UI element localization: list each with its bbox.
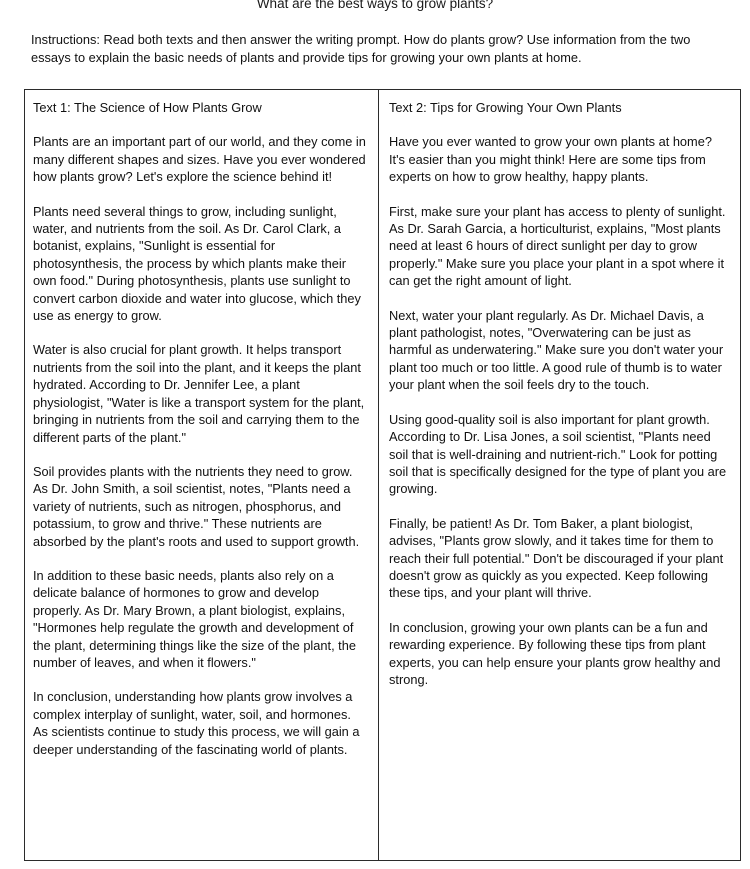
texts-table — [24, 89, 741, 861]
text-2-paragraph: Using good-quality soil is also important for plant growth. According to Dr. Lisa Jones, a soil scientist, "Plants need soil that is well-draining and nutrient-rich." Look for potting soil that is specifically designed for the type of plant you are growing. — [389, 411, 727, 497]
text-1-paragraph: Water is also crucial for plant growth. It helps transport nutrients from the soil into the plant, and it keeps the plant hydrated. According to Dr. Jennifer Lee, a plant physiologist, "Water is like a transport system for the plant, bringing in nutrients from the soil and carrying them to the different parts of the plant." — [33, 342, 365, 445]
text-2-heading: Text 2: Tips for Growing Your Own Plants — [389, 100, 622, 115]
text-2-paragraph: First, make sure your plant has access to plenty of sunlight. As Dr. Sarah Garcia, a horticulturist, explains, "Most plants need at least 6 hours of direct sunlight per day to grow properly." Make sure you place your plant in a spot where it can get the right amount of light. — [389, 203, 726, 289]
page-title: What are the best ways to grow plants? — [256, 0, 494, 11]
text-2-paragraph: Have you ever wanted to grow your own plants at home? It's easier than you might think! Here are some tips from experts on how to grow healthy, happy plants. — [389, 134, 712, 185]
instructions-paragraph: Instructions: Read both texts and then answer the writing prompt. How do plants grow? Use information from the two essays to explain the basic needs of plants and provide tips for growing your own plants at home. — [31, 32, 691, 65]
text-2-paragraph: In conclusion, growing your own plants can be a fun and rewarding experience. By following these tips from plant experts, you can help ensure your plants grow healthy and strong. — [389, 619, 721, 687]
text-1-paragraph: Plants need several things to grow, including sunlight, water, and nutrients from the soil. As Dr. Carol Clark, a botanist, explains, "Sunlight is essential for photosynthesis, the process by which plants make their own food." During photosynthesis, plants use sunlight to convert carbon dioxide and water into glucose, which they use as energy to grow. — [33, 203, 361, 324]
text-1-paragraph: In addition to these basic needs, plants also rely on a delicate balance of hormones to grow and develop properly. As Dr. Mary Brown, a plant biologist, explains, "Hormones help regulate the growth and development of the plant, determining things like the size of the plant, the number of leaves, and when it flowers." — [33, 567, 356, 670]
text-column-1 — [25, 90, 379, 860]
text-2-paragraph: Finally, be patient! As Dr. Tom Baker, a plant biologist, advises, "Plants grow slowly, and it takes time for them to reach their full potential." Don't be discouraged if your plant doesn't grow as quickly as you expected. Keep following these tips, and your plant will thrive. — [389, 515, 724, 601]
text-1-paragraph: In conclusion, understanding how plants grow involves a complex interplay of sunlight, water, soil, and hormones. As scientists continue to study this process, we will gain a deeper understanding of the fascinating world of plants. — [33, 689, 360, 757]
text-1-paragraph: Plants are an important part of our world, and they come in many different shapes and sizes. Have you ever wondered how plants grow? Let's explore the science behind it! — [33, 134, 366, 185]
page-title-container — [0, 0, 750, 12]
text-1-heading: Text 1: The Science of How Plants Grow — [33, 100, 262, 115]
text-2-paragraph: Next, water your plant regularly. As Dr. Michael Davis, a plant pathologist, notes, "Overwatering can be just as harmful as underwatering." Make sure you don't water your plant too much or too little. A good rule of thumb is to water your plant when the soil feels dry to the touch. — [389, 307, 724, 393]
text-column-2 — [379, 90, 740, 860]
text-1-paragraph: Soil provides plants with the nutrients they need to grow. As Dr. John Smith, a soil scientist, notes, "Plants need a variety of nutrients, such as nitrogen, phosphorus, and potassium, to grow and thrive." These nutrients are absorbed by the plant's roots and used to support growth. — [33, 463, 360, 549]
